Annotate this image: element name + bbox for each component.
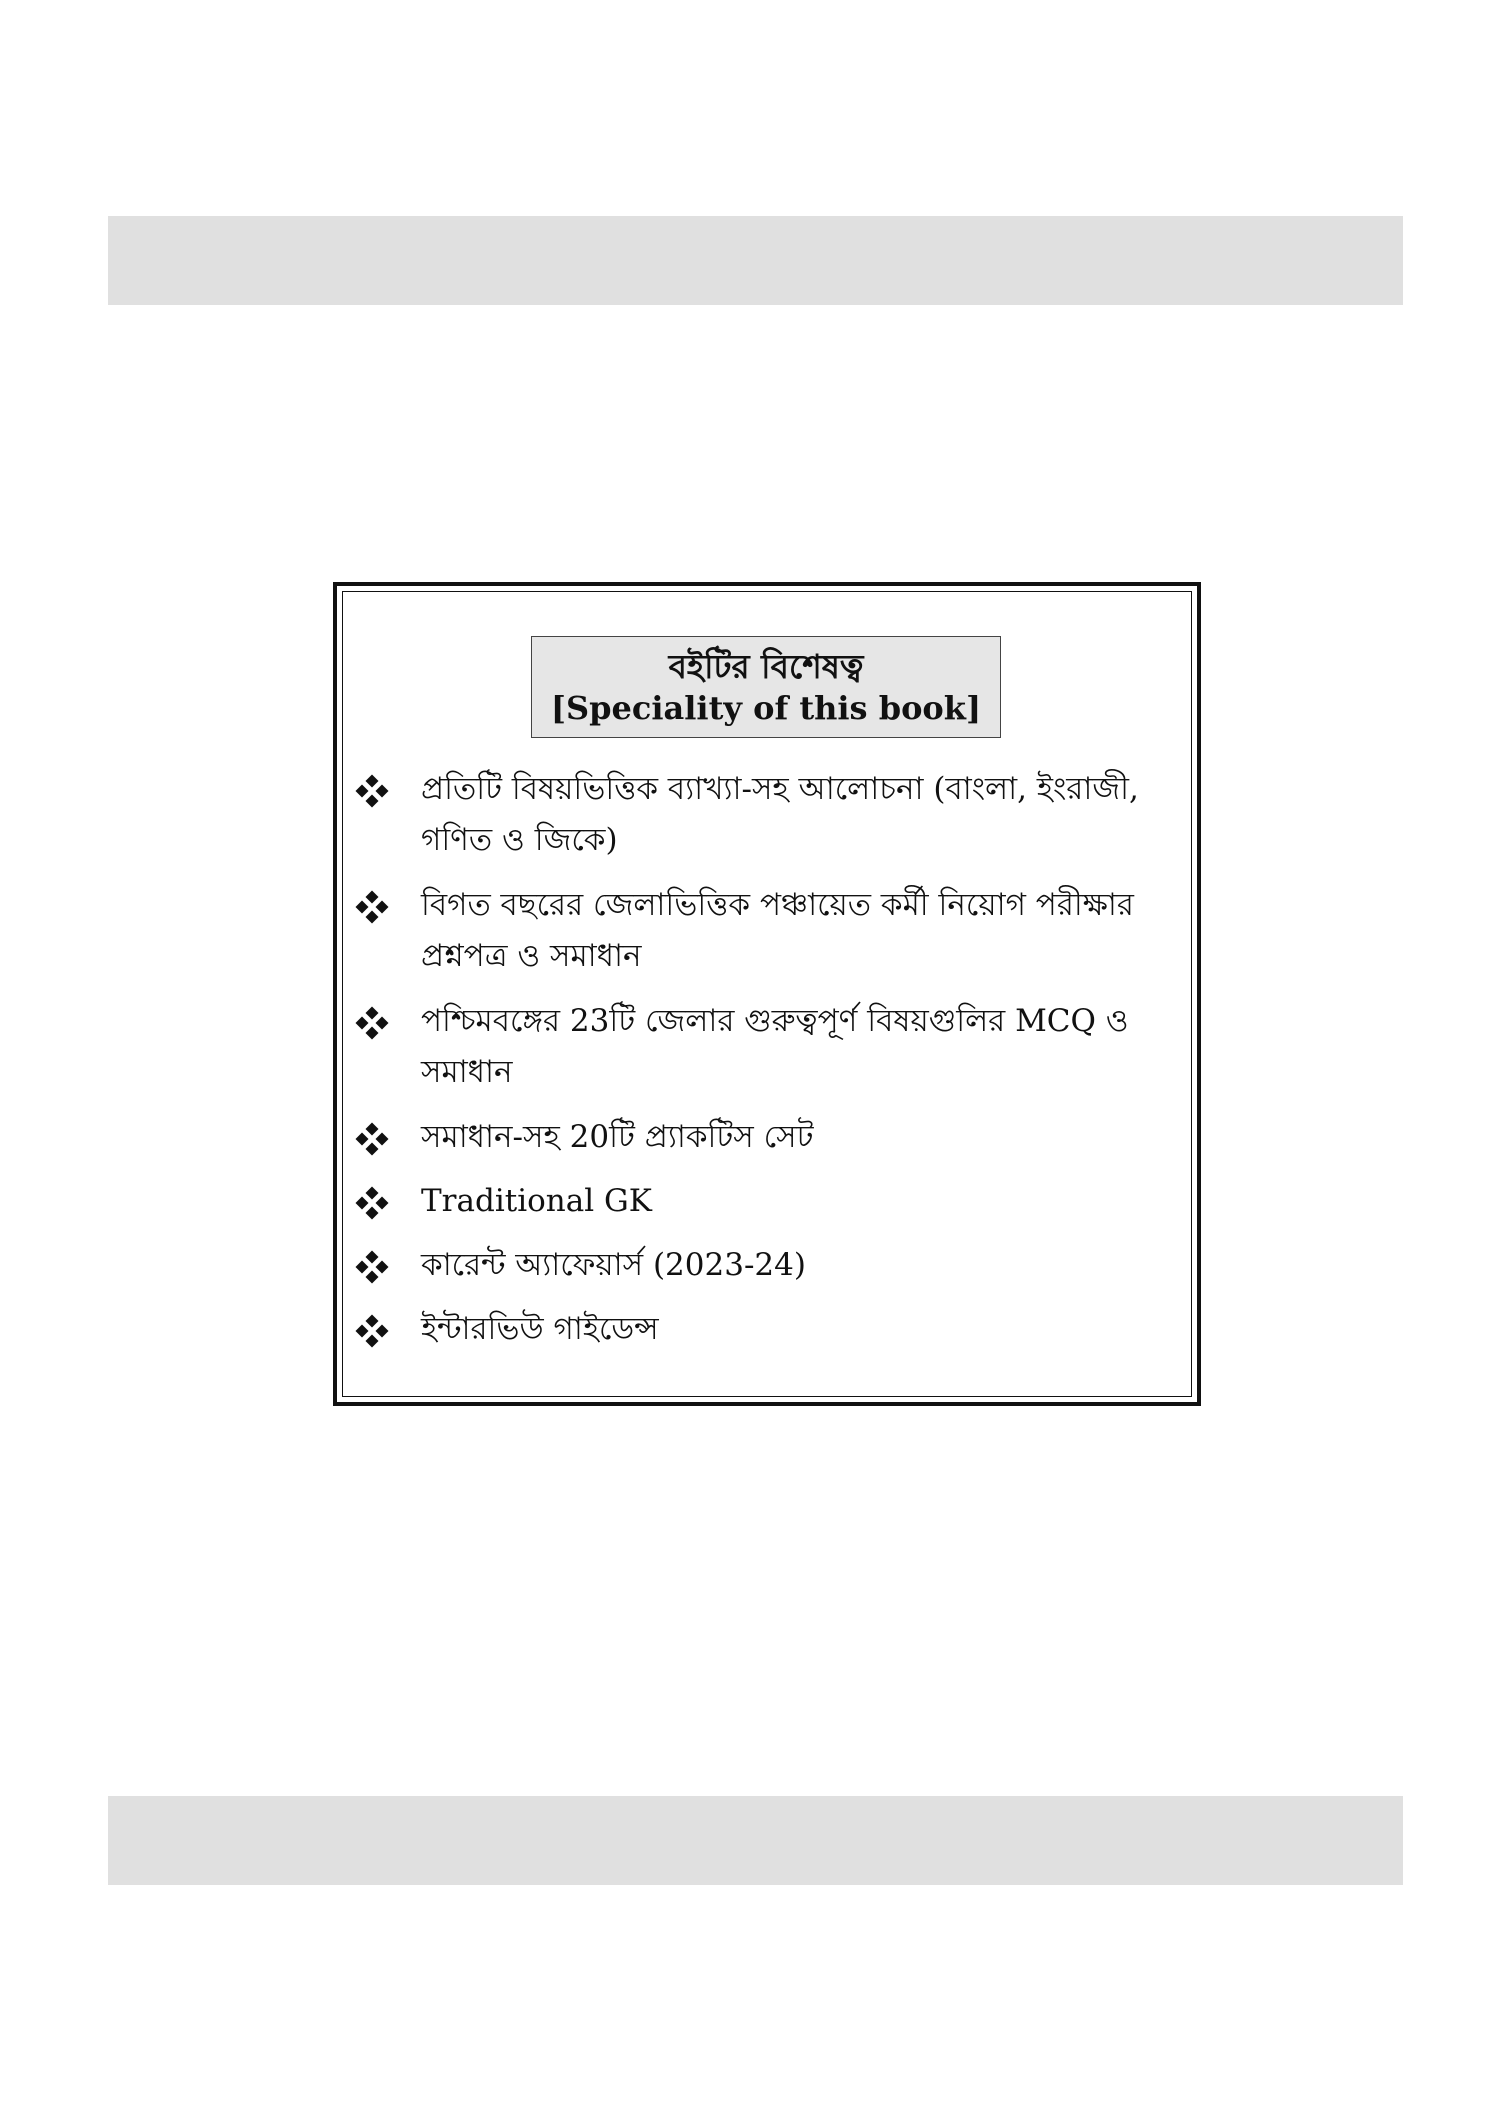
feature-item [351,880,1141,982]
diamond-shape [376,785,389,798]
feature-item [351,1240,1141,1291]
diamond-shape [356,1133,369,1146]
four-diamond-bullet-icon [351,764,393,815]
diamond-shape [356,1325,369,1338]
diamond-shape [376,1133,389,1146]
diamond-shape [356,901,369,914]
heading-english: [Speciality of this book] [550,689,982,727]
diamond-shape [356,1017,369,1030]
diamond-shape [366,911,379,924]
feature-text: কারেন্ট অ্যাফেয়ার্স (2023-24) [421,1247,806,1283]
diamond-shape [366,1123,379,1136]
four-diamond-glyph [355,1186,389,1220]
four-diamond-bullet-icon [351,1112,393,1163]
diamond-shape [366,1315,379,1328]
feature-item [351,996,1141,1098]
feature-text: ইন্টারভিউ গাইডেন্স [421,1311,659,1347]
four-diamond-glyph [355,774,389,808]
diamond-shape [366,795,379,808]
feature-text: পশ্চিমবঙ্গের 23টি জেলার গুরুত্বপূর্ণ বিষয়গুলির MCQ ও সমাধান [421,1003,1129,1090]
speciality-box [333,582,1201,1406]
four-diamond-bullet-icon [351,1304,393,1355]
diamond-shape [366,1335,379,1348]
bottom-gray-band [108,1796,1403,1885]
diamond-shape [356,1197,369,1210]
four-diamond-glyph [355,1314,389,1348]
feature-text: প্রতিটি বিষয়ভিত্তিক ব্যাখ্যা-সহ আলোচনা (বাংলা, ইংরাজী, গণিত ও জিকে) [421,771,1139,858]
diamond-shape [376,1261,389,1274]
diamond-shape [376,1325,389,1338]
feature-text: সমাধান-সহ 20টি প্র্যাকটিস সেট [421,1119,814,1155]
heading-bengali: বইটির বিশেষত্ব [668,647,864,686]
diamond-shape [366,1271,379,1284]
diamond-shape [366,775,379,788]
four-diamond-bullet-icon [351,1176,393,1227]
four-diamond-glyph [355,1250,389,1284]
four-diamond-glyph [355,1006,389,1040]
four-diamond-glyph [355,890,389,924]
feature-item [351,1112,1141,1163]
diamond-shape [366,1143,379,1156]
feature-item [351,1176,1141,1227]
feature-list [351,764,1141,1368]
feature-item [351,1304,1141,1355]
diamond-shape [366,1207,379,1220]
diamond-shape [366,1187,379,1200]
diamond-shape [366,1027,379,1040]
four-diamond-bullet-icon [351,1240,393,1291]
diamond-shape [366,891,379,904]
speciality-heading [531,636,1001,738]
diamond-shape [366,1007,379,1020]
diamond-shape [376,1197,389,1210]
feature-item [351,764,1141,866]
diamond-shape [366,1251,379,1264]
four-diamond-bullet-icon [351,880,393,931]
diamond-shape [356,785,369,798]
feature-text: Traditional GK [421,1183,652,1219]
feature-text: বিগত বছরের জেলাভিত্তিক পঞ্চায়েত কর্মী নিয়োগ পরীক্ষার প্রশ্নপত্র ও সমাধান [421,887,1134,974]
diamond-shape [376,1017,389,1030]
four-diamond-bullet-icon [351,996,393,1047]
top-gray-band [108,216,1403,305]
diamond-shape [376,901,389,914]
four-diamond-glyph [355,1122,389,1156]
diamond-shape [356,1261,369,1274]
